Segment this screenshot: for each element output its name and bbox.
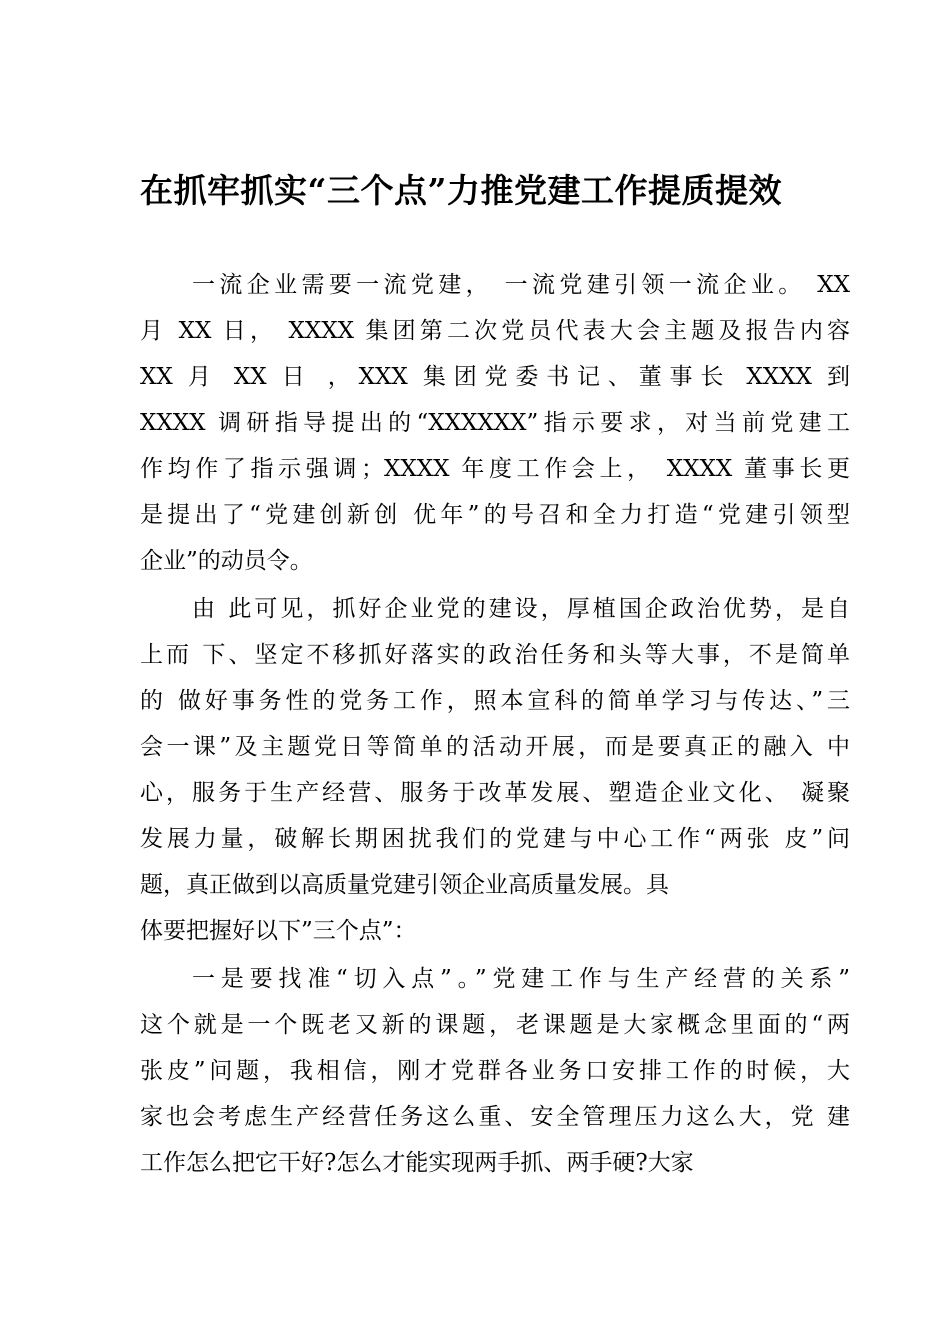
paragraph-1-line-2: 月 XX 日， XXXX 集团第二次党员代表大会主题及报告内容 bbox=[140, 318, 850, 344]
paragraph-2-line-2: 上而 下、坚定不移抓好落实的政治任务和头等大事，不是简单 bbox=[140, 642, 850, 668]
paragraph-1-line-1: 一流企业需要一流党建， 一流党建引领一流企业。 XX bbox=[192, 272, 850, 298]
paragraph-1-line-4: XXXX 调研指导提出的“XXXXXX”指示要求，对当前党建工 bbox=[140, 410, 850, 436]
paragraph-2-line-8: 体要把握好以下”三个点”： bbox=[140, 918, 417, 944]
paragraph-3-line-3: 张皮”问题，我相信，刚才党群各业务口安排工作的时候，大 bbox=[140, 1058, 850, 1084]
paragraph-1-line-5: 作均作了指示强调；XXXX 年度工作会上， XXXX 董事长更 bbox=[140, 456, 850, 482]
paragraph-3-line-2: 这个就是一个既老又新的课题，老课题是大家概念里面的“两 bbox=[140, 1012, 850, 1038]
paragraph-2-line-7: 题，真正做到以高质量党建引领企业高质量发展。具 bbox=[140, 872, 669, 898]
paragraph-1-line-7: 企业”的动员令。 bbox=[140, 548, 313, 574]
paragraph-3-line-4: 家也会考虑生产经营任务这么重、安全管理压力这么大，党 建 bbox=[140, 1104, 850, 1130]
paragraph-2-line-5: 心，服务于生产经营、服务于改革发展、塑造企业文化、 凝聚 bbox=[140, 780, 850, 806]
paragraph-2-line-1: 由 此可见，抓好企业党的建设，厚植国企政治优势，是自 bbox=[192, 596, 850, 622]
paragraph-2-line-6: 发展力量，破解长期困扰我们的党建与中心工作“两张 皮”问 bbox=[140, 826, 850, 852]
paragraph-3-line-5: 工作怎么把它干好?怎么才能实现两手抓、两手硬?大家 bbox=[140, 1150, 694, 1176]
paragraph-1-line-6: 是提出了“党建创新创 优年”的号召和全力打造“党建引领型 bbox=[140, 502, 850, 528]
paragraph-1-line-3: XX 月 XX 日 ，XXX 集团党委书记、董事长 XXXX 到 bbox=[140, 364, 850, 390]
paragraph-2-line-3: 的 做好事务性的党务工作，照本宣科的简单学习与传达、”三 bbox=[140, 688, 850, 714]
paragraph-2-line-4: 会一课”及主题党日等简单的活动开展，而是要真正的融入 中 bbox=[140, 734, 850, 760]
document-title: 在抓牢抓实“三个点”力推党建工作提质提效 bbox=[140, 171, 782, 210]
paragraph-3-line-1: 一是要找准“切入点”。”党建工作与生产经营的关系” bbox=[192, 966, 850, 992]
